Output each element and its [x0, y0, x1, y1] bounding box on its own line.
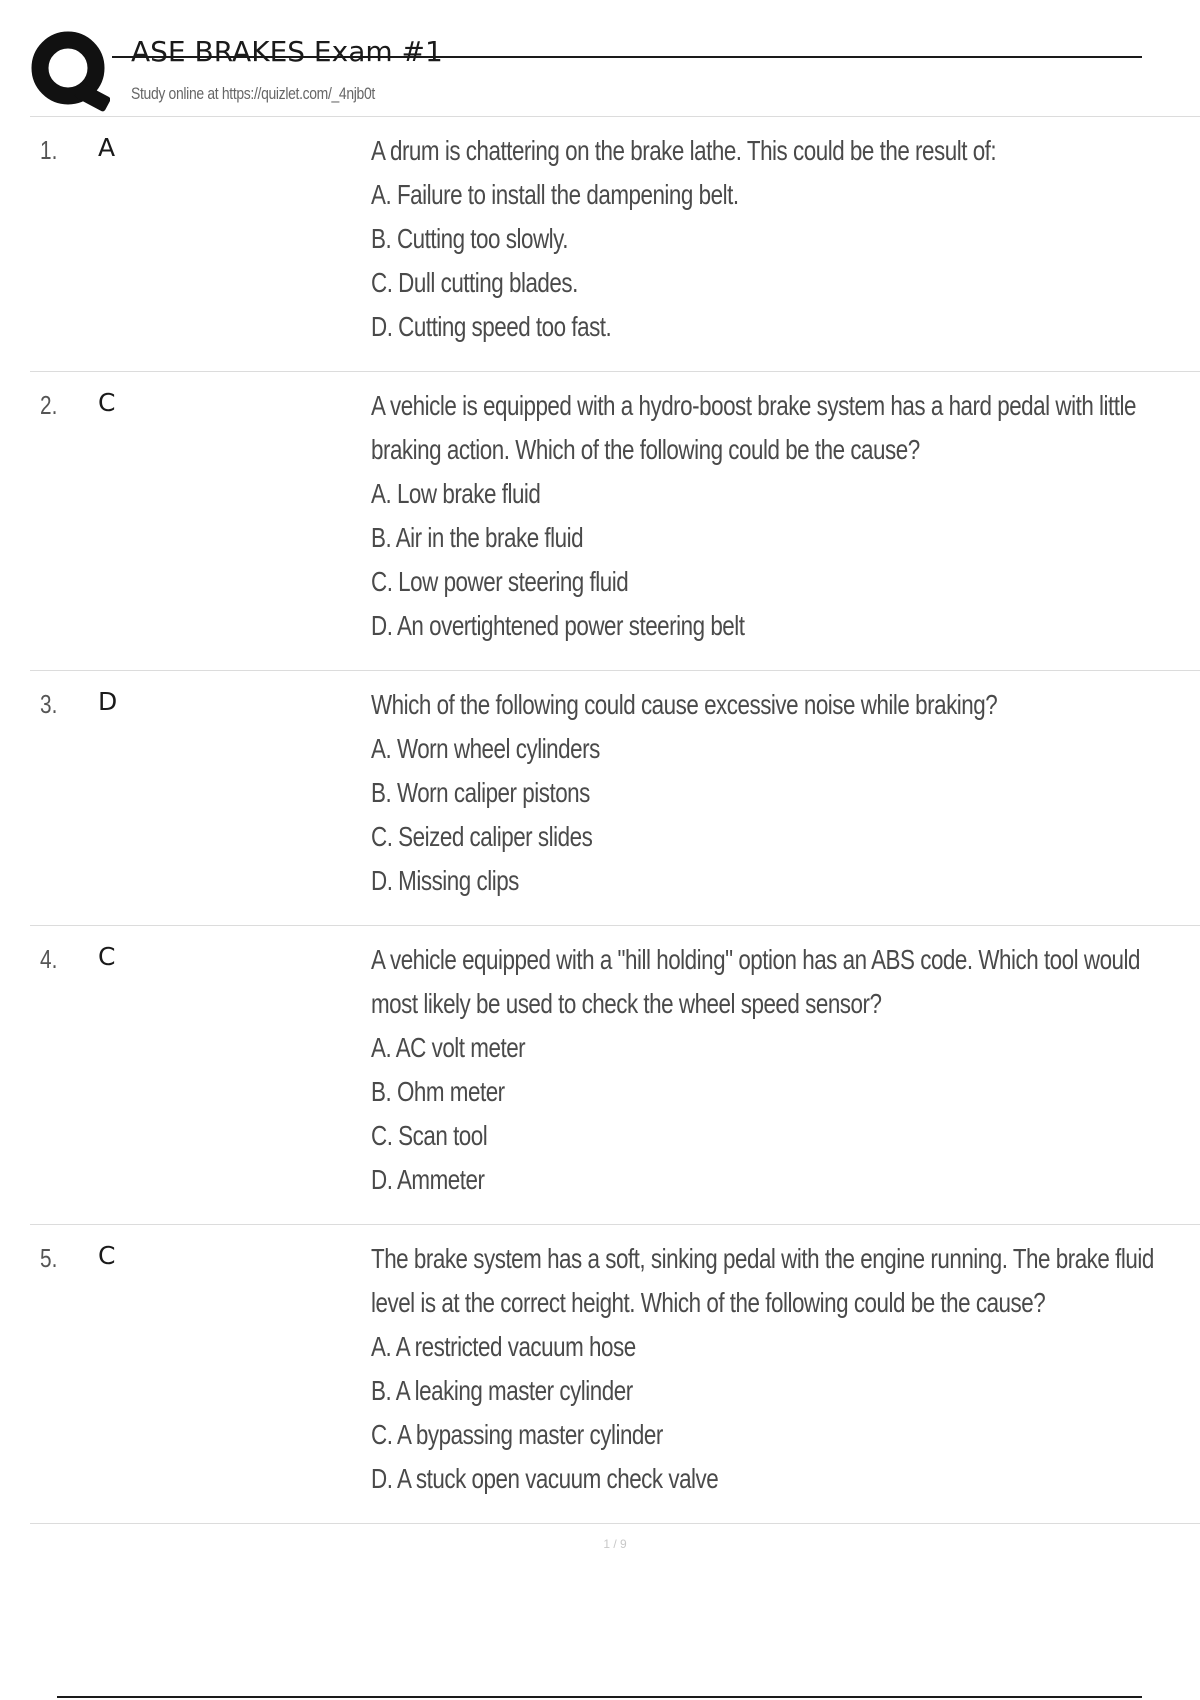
quizlet-q-logo-icon — [30, 30, 110, 112]
card-number: 5. — [40, 1243, 58, 1273]
question-line: C. Low power steering fluid — [371, 566, 629, 597]
flashcard-row — [30, 117, 1200, 372]
document-title: ASE BRAKES Exam #1 — [131, 35, 443, 68]
question-text: Which of the following could cause excessive noise while braking? — [371, 689, 998, 720]
card-question — [371, 1237, 1154, 1501]
flashcard-row — [30, 372, 1200, 671]
flashcard-row — [30, 1225, 1200, 1524]
question-line: D. Missing clips — [371, 865, 519, 896]
question-line: D. A stuck open vacuum check valve — [371, 1463, 719, 1494]
question-line: C. Seized caliper slides — [371, 821, 593, 852]
question-line: B. Air in the brake fluid — [371, 522, 584, 553]
flashcard-row — [30, 926, 1200, 1225]
card-question — [371, 129, 1115, 349]
question-line: A. A restricted vacuum hose — [371, 1331, 636, 1362]
card-question — [371, 683, 1115, 903]
card-number: 3. — [40, 689, 58, 719]
question-line: level is at the correct height. Which of the following could be the cause? — [371, 1287, 1046, 1318]
card-answer: C — [98, 942, 116, 971]
question-line: braking action. Which of the following could be the cause? — [371, 434, 920, 465]
card-question — [371, 384, 1136, 648]
question-line: C. A bypassing master cylinder — [371, 1419, 663, 1450]
question-line: A. Failure to install the dampening belt. — [371, 179, 739, 210]
question-line: most likely be used to check the wheel speed sensor? — [371, 988, 882, 1019]
question-line: B. A leaking master cylinder — [371, 1375, 633, 1406]
question-line: A. Low brake fluid — [371, 478, 541, 509]
question-line: D. Ammeter — [371, 1164, 485, 1195]
card-answer: C — [98, 1241, 116, 1270]
question-line: D. An overtightened power steering belt — [371, 610, 745, 641]
question-text: A vehicle equipped with a "hill holding" option has an ABS code. Which tool would — [371, 944, 1141, 975]
question-line: C. Scan tool — [371, 1120, 488, 1151]
question-line: A. Worn wheel cylinders — [371, 733, 600, 764]
card-answer: A — [98, 133, 116, 162]
question-line: B. Cutting too slowly. — [371, 223, 568, 254]
card-answer: C — [98, 388, 116, 417]
footer-divider — [57, 1696, 1142, 1698]
page-number: 1 / 9 — [603, 1537, 627, 1551]
card-number: 1. — [40, 135, 58, 165]
flashcard-list — [0, 117, 1200, 1524]
question-line: B. Ohm meter — [371, 1076, 505, 1107]
card-question — [371, 938, 1141, 1202]
card-answer: D — [98, 687, 118, 716]
question-line: D. Cutting speed too fast. — [371, 311, 612, 342]
question-line: A. AC volt meter — [371, 1032, 526, 1063]
question-text: A vehicle is equipped with a hydro-boost brake system has a hard pedal with little — [371, 390, 1136, 421]
question-line: C. Dull cutting blades. — [371, 267, 578, 298]
card-number: 2. — [40, 390, 58, 420]
question-line: B. Worn caliper pistons — [371, 777, 590, 808]
question-text: A drum is chattering on the brake lathe. This could be the result of: — [371, 135, 997, 166]
study-online-link[interactable]: Study online at https://quizlet.com/_4njb0t — [131, 84, 375, 103]
flashcard-row — [30, 671, 1200, 926]
question-text: The brake system has a soft, sinking pedal with the engine running. The brake fluid — [371, 1243, 1154, 1274]
card-number: 4. — [40, 944, 58, 974]
